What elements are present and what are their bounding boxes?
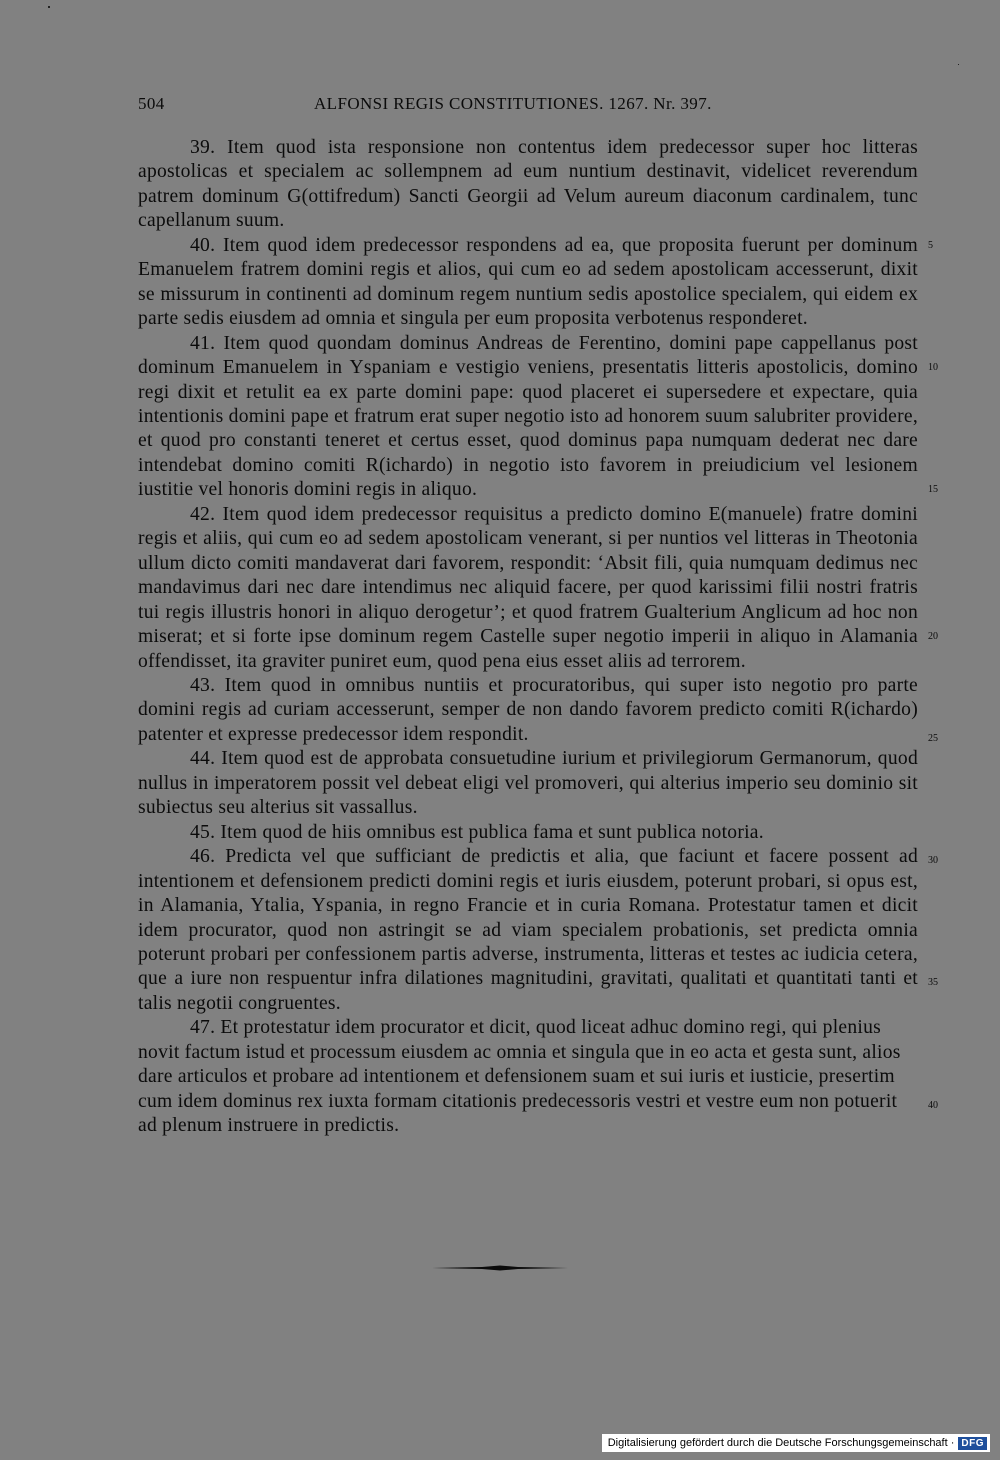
paragraph-40: 40. Item quod idem predecessor respondens ad ea, que proposita fuerunt per dominum Emanuelem fratrem domini regis et alios, qui cum eo ad sedem apostolicam accesserunt, dixit se missurum in continenti ad dominum regem nuntium sedis apostolice specialem, qui eidem ex parte sedis eiusdem ad omnia et singula per eum proposita verbotenus responderet. bbox=[138, 234, 918, 330]
dfg-logo: DFG bbox=[958, 1437, 987, 1450]
line-number-40: 40 bbox=[928, 1100, 938, 1111]
paragraph-41: 41. Item quod quondam dominus Andreas de Ferentino, domini pape cappellanus post dominum Emanuelem in Yspaniam e vestigio veniens, presentatis litteris apostolicis, domino regi dixit et retulit ea ex parte domini pape: quod placeret ei supersedere et expectare, quia intentionis domini pape et fratrum erat super negotio isto ad honorem suum salubriter providere, et quod pro constanti teneret et certus esset, quod dominus papa numquam dederat nec dare intendebat domino comiti R(ichardo) in negotio isto favorem in preiudicium vel lesionem iustitie vel honoris domini regis in aliquo. bbox=[138, 332, 918, 501]
paragraph-47: 47. Et protestatur idem procurator et dicit, quod liceat adhuc domino regi, qui plenius novit factum istud et processum eiusdem ac omnia et singula que in eo acta et gesta sunt, alios dare articulos et probare ad intentionem et defensionem suam et sui iuris et iusticie, presertim cum idem dominus rex iuxta formam citationis predecessoris vestri et vestre eum non potuerit ad plenum instruere in predictis. bbox=[138, 1017, 901, 1137]
line-number-20: 20 bbox=[928, 631, 938, 642]
funding-footer bbox=[602, 1434, 990, 1452]
end-rule bbox=[432, 1264, 568, 1272]
paragraph-45: 45. Item quod de hiis omnibus est publica fama et sunt publica notoria. bbox=[190, 821, 764, 843]
scan-speck bbox=[48, 6, 50, 8]
line-number-30: 30 bbox=[928, 855, 938, 866]
scan-speck bbox=[958, 64, 959, 65]
line-number-15: 15 bbox=[928, 484, 938, 495]
running-header bbox=[138, 94, 918, 120]
running-title: ALFONSI REGIS CONSTITUTIONES. 1267. Nr. 397. bbox=[314, 94, 712, 113]
page-number: 504 bbox=[138, 94, 165, 113]
body-text bbox=[138, 136, 918, 1139]
paragraph-46: 46. Predicta vel que sufficiant de predictis et alia, que faciunt et facere possent ad intentionem et defensionem predicti domini regis et iuris eiusdem, poterunt probari, si opus est, in Alamania, Ytalia, Yspania, in regno Francie et in curia Romana. Protestatur tamen et dicit idem procurator, quod non astringit se ad viam specialem probationis, set predicta omnia poterunt probari per confessionem partis adverse, instrumenta, litteras et testes ac iudicia cetera, que a iure non respuentur infra dilationes magnitudini, gravitati, qualitati et quantitati tanti et talis negotii congruentes. bbox=[138, 846, 918, 1014]
paragraph-42: 42. Item quod idem predecessor requisitus a predicto domino E(manuele) fratre domini regis et aliis, qui cum eo ad sedem apostolicam venerant, si per nuntios vel litteras in Theotonia ullum dicto comiti mandaverat dari favorem, respondit: ‘Absit fili, quia numquam dedimus nec mandavimus dari nec dare intendimus nec aliquid facere, per quod karissimi filii nostri fratris tui regis illustris honori in aliquo derogetur’; et quod fratrem Gualterium Anglicum ad hoc non miserat; et si forte ipse dominum regem Castelle super negotio imperii in aliquo in Alamania offendisset, ita graviter puniret eum, quod pena eius esset aliis ad terrorem. bbox=[138, 503, 918, 672]
line-number-25: 25 bbox=[928, 733, 938, 744]
line-number-35: 35 bbox=[928, 977, 938, 988]
line-number-5: 5 bbox=[928, 240, 933, 251]
paragraph-39: 39. Item quod ista responsione non contentus idem predecessor super hoc litteras apostolicas et specialem ac sollempnem ad eum nuntium destinavit, videlicet reverendum patrem dominum G(ottifredum) Sancti Georgii ad Velum aureum diaconum cardinalem, tunc capellanum suum. bbox=[138, 137, 918, 232]
paragraph-43: 43. Item quod in omnibus nuntiis et procuratoribus, qui super isto negotio pro parte domini regis ad curiam accesserunt, semper de non dando favorem predicto comiti R(ichardo) patenter et expresse predecessor idem respondit. bbox=[138, 674, 918, 745]
paragraph-44: 44. Item quod est de approbata consuetudine iurium et privilegiorum Germanorum, quod nullus in imperatorem possit vel debeat eligi vel promoveri, qui alterius imperio seu dominio sit subiectus seu alterius sit vassallus. bbox=[138, 748, 918, 819]
funding-note: Digitalisierung gefördert durch die Deutsche Forschungsgemeinschaft · bbox=[607, 1437, 955, 1449]
line-number-10: 10 bbox=[928, 362, 938, 373]
